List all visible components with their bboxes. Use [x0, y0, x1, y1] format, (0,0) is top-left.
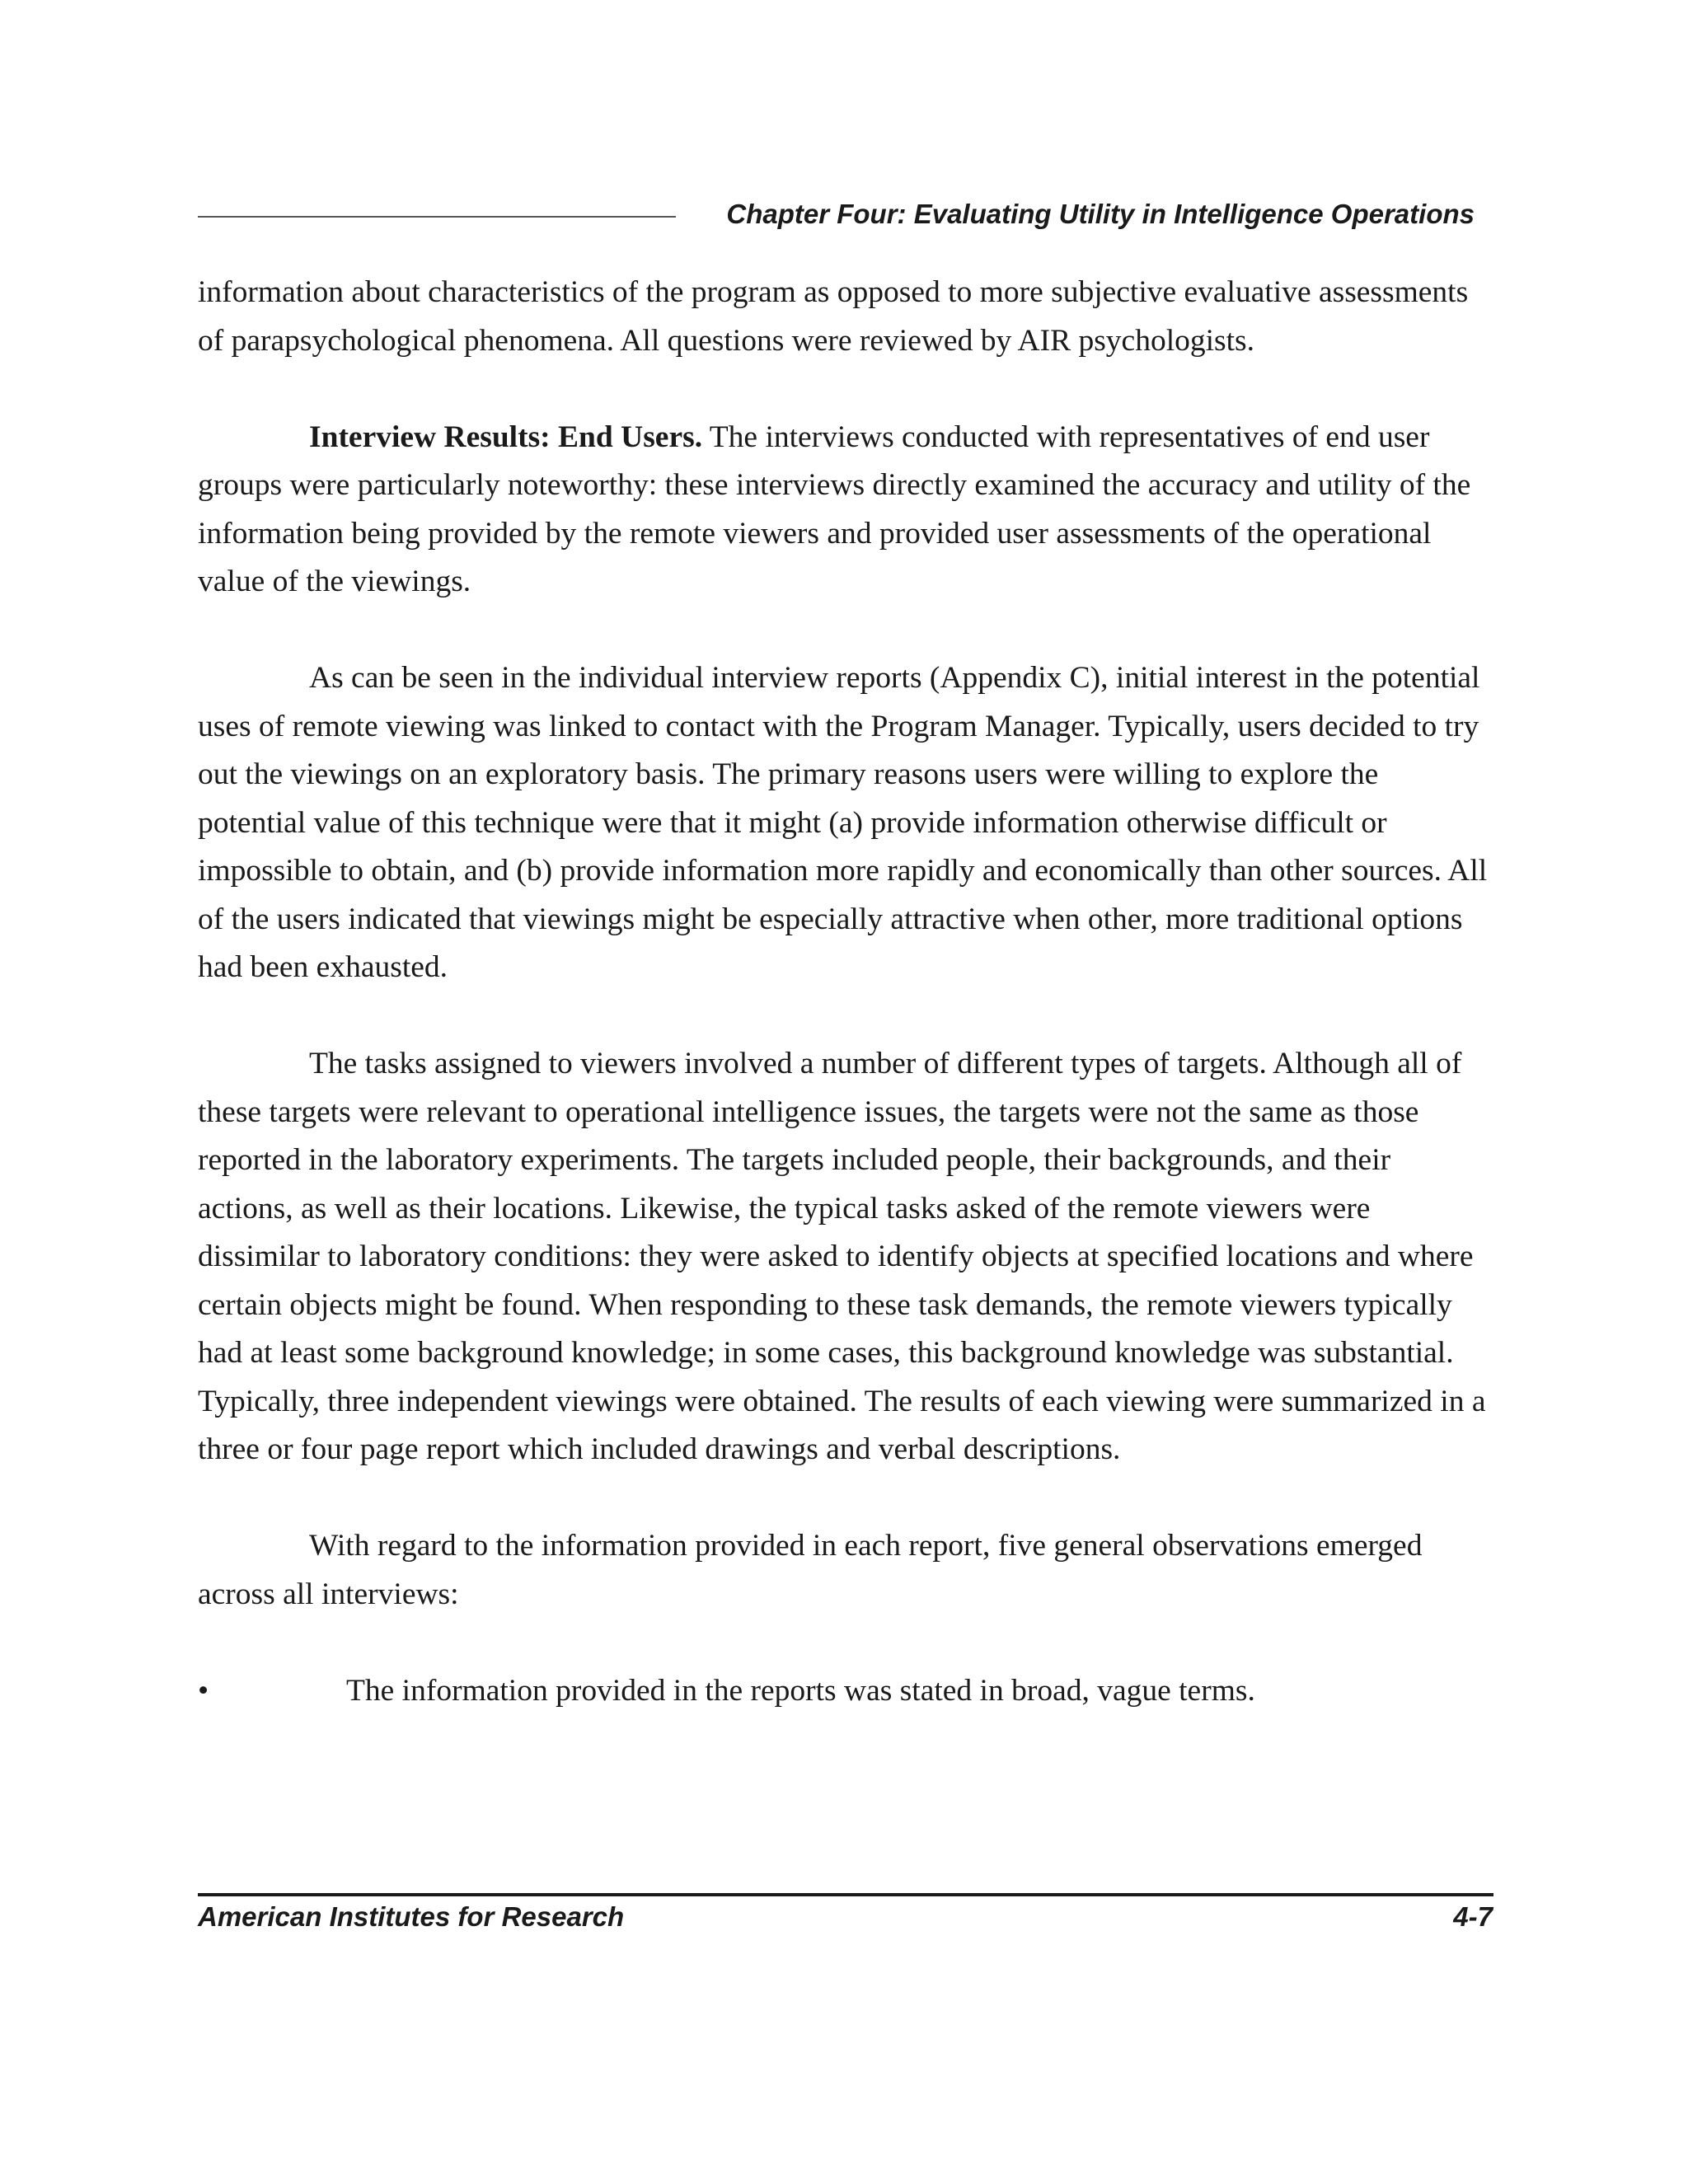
paragraph-interview-results — [198, 414, 1493, 607]
body-text — [198, 269, 1493, 1715]
bullet-icon: • — [198, 1673, 209, 1708]
list-item-text: The information provided in the reports was stated in broad, vague terms. — [346, 1673, 1255, 1708]
paragraph-interest: As can be seen in the individual interview reports (Appendix C), initial interest in the potential uses of remote viewing was linked to contact with the Program Manager. Typically, users decided to try out the viewings on an exploratory basis. The primary reasons users were willing to explore the potential value of this technique were that it might (a) provide information otherwise difficult or impossible to obtain, and (b) provide information more rapidly and economically than other sources. All of the users indicated that viewings might be especially attractive when other, more traditional options had been exhausted. — [198, 661, 1488, 984]
run-in-heading: Interview Results: End Users. — [309, 419, 703, 454]
paragraph-tasks: The tasks assigned to viewers involved a number of different types of targets. Although all of these targets were relevant to operational intelligence issues, the targets were not the same as those reported in the laboratory experiments. The targets included people, their backgrounds, and their actions, as well as their locations. Likewise, the typical tasks asked of the remote viewers were dissimilar to laboratory conditions: they were asked to identify objects at specified locations and where certain objects might be found. When responding to these task demands, the remote viewers typically had at least some background knowledge; in some cases, this background knowledge was substantial. Typically, three independent viewings were obtained. The results of each viewing were summarized in a three or four page report which included drawings and verbal descriptions. — [198, 1047, 1486, 1466]
footer-rule — [198, 1893, 1493, 1896]
paragraph-observations-intro: With regard to the information provided in each report, five general observations emerged across all interviews: — [198, 1529, 1423, 1611]
footer-organization: American Institutes for Research — [198, 1901, 625, 1932]
paragraph-text: The interviews conducted with representatives of end user groups were particularly noteworthy: these interviews directly examined the accuracy and utility of the information being provided by the remote viewers and provided user assessments of the operational value of the viewings. — [198, 419, 1471, 598]
list-item — [198, 1667, 1493, 1716]
chapter-header: Chapter Four: Evaluating Utility in Intelligence Operations — [726, 199, 1475, 229]
paragraph-continuation: information about characteristics of the program as opposed to more subjective evaluative assessments of parapsychological phenomena. All questions were reviewed by AIR psychologists. — [198, 275, 1469, 358]
header-rule — [198, 216, 676, 218]
page-number: 4-7 — [1453, 1901, 1493, 1932]
